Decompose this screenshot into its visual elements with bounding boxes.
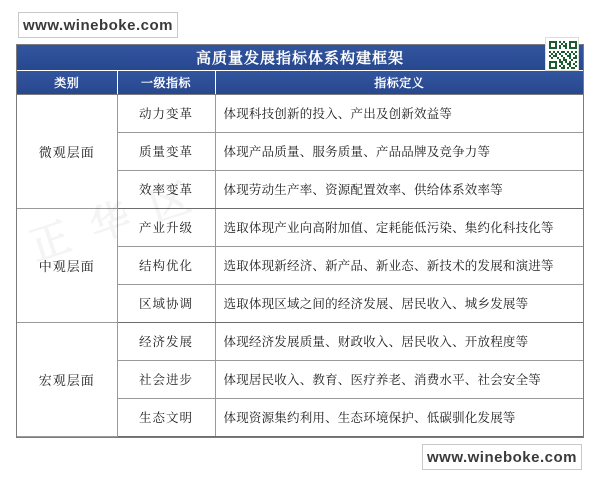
table-header-row — [17, 71, 583, 94]
watermark-top: www.wineboke.com — [18, 12, 178, 38]
definition-cell: 体现产品质量、服务质量、产品品牌及竞争力等 — [215, 132, 583, 170]
indicator-cell: 区域协调 — [117, 284, 215, 322]
category-cell: 微观层面 — [17, 94, 117, 208]
indicator-cell: 社会进步 — [117, 360, 215, 398]
definition-cell: 体现科技创新的投入、产出及创新效益等 — [215, 94, 583, 132]
indicator-cell: 动力变革 — [117, 94, 215, 132]
definition-cell: 选取体现产业向高附加值、定耗能低污染、集约化科技化等 — [215, 208, 583, 246]
column-header-definition: 指标定义 — [215, 71, 583, 94]
table-row — [17, 208, 583, 246]
indicator-cell: 生态文明 — [117, 398, 215, 436]
definition-cell: 体现居民收入、教育、医疗养老、消费水平、社会安全等 — [215, 360, 583, 398]
watermark-bottom: www.wineboke.com — [422, 444, 582, 470]
table-row — [17, 322, 583, 360]
definition-cell: 体现劳动生产率、资源配置效率、供给体系效率等 — [215, 170, 583, 208]
indicator-cell: 经济发展 — [117, 322, 215, 360]
definition-cell: 体现经济发展质量、财政收入、居民收入、开放程度等 — [215, 322, 583, 360]
table-frame — [16, 44, 584, 438]
indicator-cell: 质量变革 — [117, 132, 215, 170]
table-title-bar — [17, 45, 583, 71]
table-title: 高质量发展指标体系构建框架 — [195, 50, 404, 67]
qr-code-icon — [545, 37, 579, 71]
table-row — [17, 94, 583, 132]
indicator-cell: 效率变革 — [117, 170, 215, 208]
table-body — [17, 94, 583, 436]
category-cell: 中观层面 — [17, 208, 117, 322]
category-cell: 宏观层面 — [17, 322, 117, 436]
definition-cell: 体现资源集约利用、生态环境保护、低碳驯化发展等 — [215, 398, 583, 436]
definition-cell: 选取体现区域之间的经济发展、居民收入、城乡发展等 — [215, 284, 583, 322]
column-header-category: 类别 — [17, 71, 117, 94]
indicator-cell: 结构优化 — [117, 246, 215, 284]
column-header-indicator: 一级指标 — [117, 71, 215, 94]
definition-cell: 选取体现新经济、新产品、新业态、新技术的发展和演进等 — [215, 246, 583, 284]
indicator-table — [17, 71, 583, 437]
indicator-cell: 产业升级 — [117, 208, 215, 246]
